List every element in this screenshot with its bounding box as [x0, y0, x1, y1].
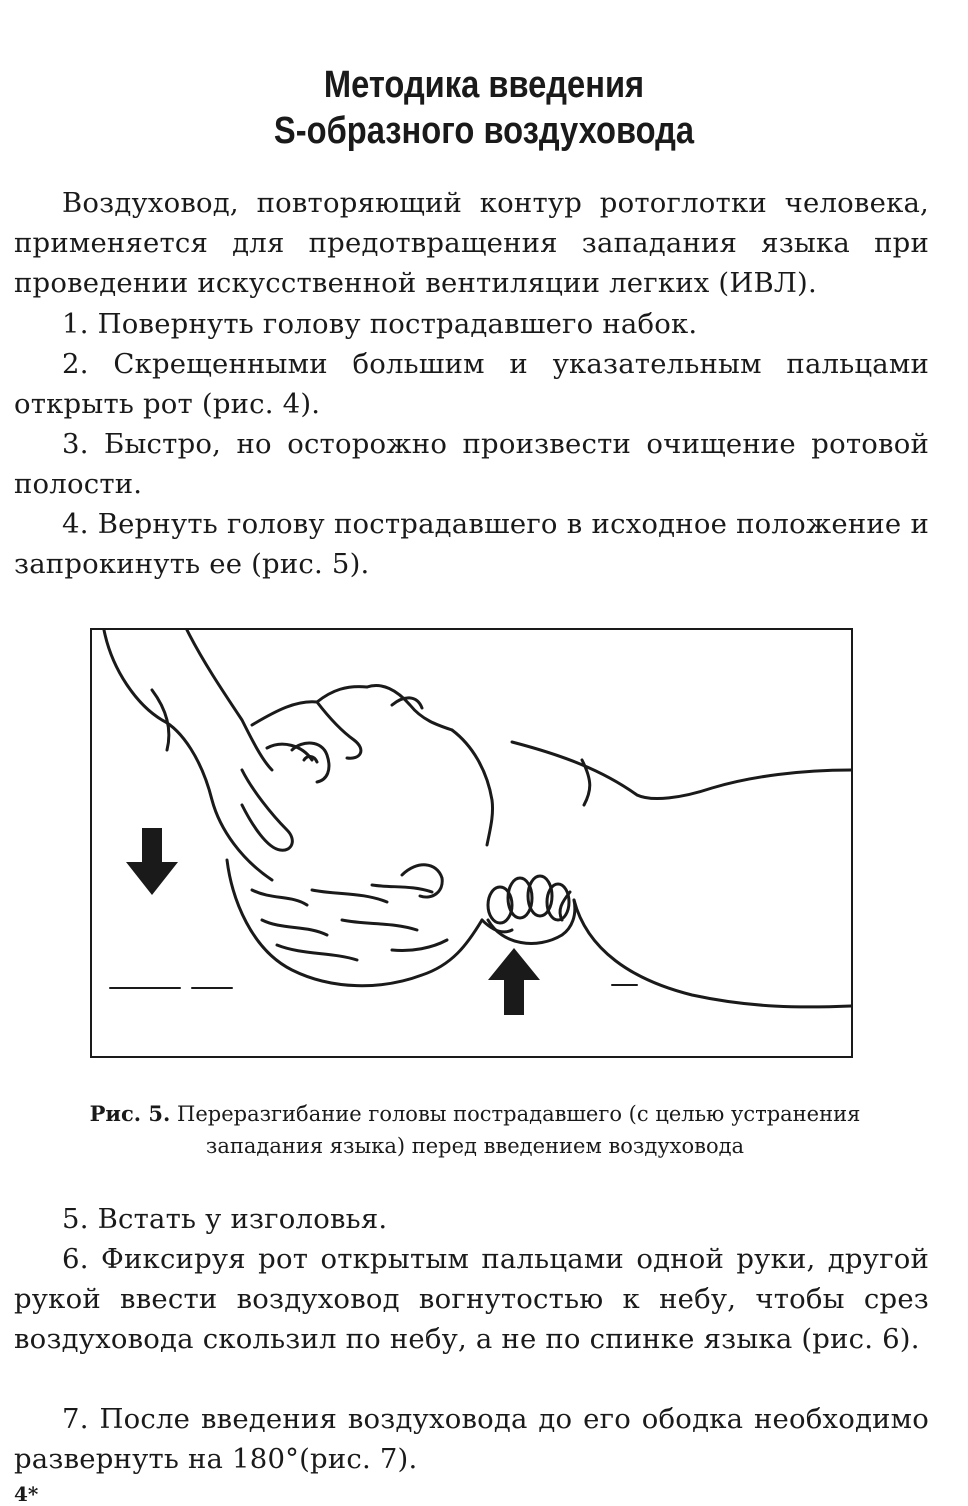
page-title — [68, 62, 900, 154]
figure-head-tilt-illustration — [90, 628, 853, 1058]
figure-caption — [60, 1098, 890, 1162]
step-4: 4. Вернуть голову пострадавшего в исходное положение и запрокинуть ее (рис. 5). — [14, 508, 929, 580]
title-line-1: Методика введения — [323, 64, 645, 106]
step-1: 1. Повернуть голову пострадавшего набок. — [62, 308, 698, 340]
title-line-2: S-образного воздуховода — [273, 110, 695, 152]
figure-caption-label: Рис. 5. — [89, 1101, 171, 1126]
step-6: 6. Фиксируя рот открытым пальцами одной руки, другой рукой ввести воздуховод вогнутостью к небу, чтобы срез воздуховода скользил по небу, а не по спинке языка (рис. 6). — [14, 1243, 929, 1355]
intro-paragraph: Воздуховод, повторяющий контур ротоглотки человека, применяется для предотвращения западания языка при проведении искусственной вентиляции легких (ИВЛ). — [14, 187, 929, 299]
figure-caption-text: Переразгибание головы пострадавшего (с целью устранения западания языка) перед введением воздуховода — [177, 1102, 861, 1158]
page-number: 4* — [14, 1482, 39, 1506]
step-7: 7. После введения воздуховода до его ободка необходимо развернуть на 180°(рис. 7). — [14, 1403, 929, 1475]
step-5: 5. Встать у изголовья. — [62, 1203, 388, 1235]
step-3: 3. Быстро, но осторожно произвести очищение ротовой полости. — [14, 428, 929, 500]
step-2: 2. Скрещенными большим и указательным пальцами открыть рот (рис. 4). — [14, 348, 929, 420]
